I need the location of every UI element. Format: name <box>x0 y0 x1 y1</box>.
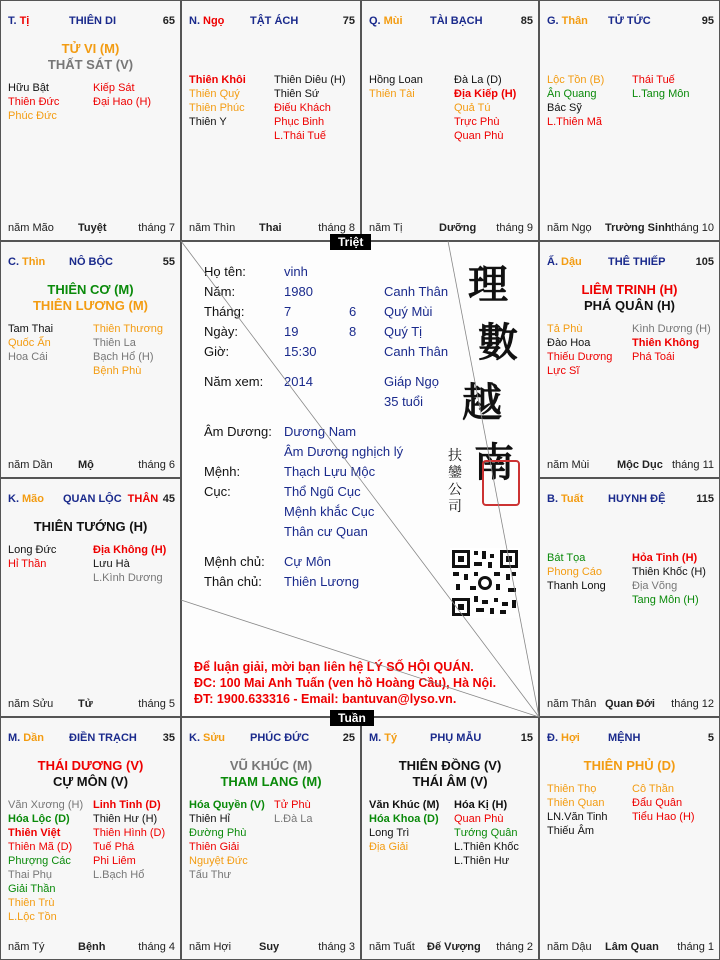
minor-star: Thiên La <box>93 337 136 349</box>
star-column-right <box>274 798 313 826</box>
palace-month: tháng 8 <box>318 222 355 234</box>
minor-star: Thái Tuế <box>632 74 675 86</box>
palace-footer <box>8 220 175 234</box>
minor-star: Hoa Cái <box>8 351 48 363</box>
palace-footer <box>189 220 355 234</box>
palace-ty2 <box>361 717 539 960</box>
minor-star: Lực Sĩ <box>547 365 580 377</box>
amduong-label: Âm Dương: <box>204 424 272 439</box>
palace-can: Ấ. <box>547 256 558 268</box>
palace-footer <box>189 939 355 953</box>
year-canchi: Canh Thân <box>384 284 449 299</box>
minor-star: Lưu Hà <box>93 558 130 570</box>
minor-star: Đà La (D) <box>454 74 502 86</box>
palace-header-canchi <box>189 732 225 744</box>
star-column-right <box>274 73 346 143</box>
minor-star: Đường Phù <box>189 827 247 839</box>
palace-month: tháng 6 <box>138 459 175 471</box>
menh-label: Mệnh: <box>204 464 241 479</box>
palace-chi: Tuất <box>561 493 584 505</box>
palace-header-canchi <box>547 256 582 268</box>
minor-star: Hồng Loan <box>369 74 423 86</box>
palace-footer <box>547 220 714 234</box>
palace-name: PHỤ MẪU <box>430 732 482 744</box>
palace-footer <box>8 939 175 953</box>
minor-star: Phi Liêm <box>93 855 136 867</box>
month-solar: 7 <box>284 304 292 319</box>
palace-major-period: 105 <box>695 256 714 268</box>
than-position: Thân cư Quan <box>284 524 368 539</box>
palace-year: năm Mùi <box>547 459 590 471</box>
star-column-right <box>93 81 151 109</box>
palace-major-period: 85 <box>520 15 533 27</box>
cuc-relation: Mệnh khắc Cục <box>284 504 375 519</box>
palace-major-period: 25 <box>342 732 355 744</box>
minor-star: Thiên Y <box>189 116 227 128</box>
palace-chi: Tị <box>19 15 30 27</box>
palace-footer <box>8 696 175 710</box>
palace-mui <box>361 0 539 241</box>
minor-star: Phá Toái <box>632 351 675 363</box>
star-column-right <box>93 322 163 378</box>
minor-star: L.Thiên Hư <box>454 855 510 867</box>
palace-year: năm Dần <box>8 459 53 471</box>
tuan-marker: Tuần <box>330 710 374 726</box>
minor-star: Hữu Bật <box>8 82 49 94</box>
trang-sinh-phase: Mộ <box>78 459 94 471</box>
minor-star: Phong Cáo <box>547 566 603 578</box>
minor-star: L.Đà La <box>274 813 313 825</box>
palace-footer <box>547 457 714 471</box>
palace-can: B. <box>547 493 558 505</box>
palace-year: năm Hợi <box>189 941 232 953</box>
star-column-left <box>189 798 265 882</box>
main-star: THÁI ÂM (V) <box>412 774 488 789</box>
minor-star: Địa Không (H) <box>93 544 167 556</box>
main-star: LIÊM TRINH (H) <box>581 282 678 297</box>
minor-star: Phượng Các <box>8 855 71 867</box>
name-row: Họ tên: <box>204 264 246 279</box>
minor-star: L.Tang Môn <box>632 88 690 100</box>
palace-footer <box>547 696 714 710</box>
palace-major-period: 15 <box>520 732 533 744</box>
trang-sinh-phase: Mộc Dục <box>617 459 663 471</box>
palace-month: tháng 10 <box>671 222 714 234</box>
minor-star: Văn Xương (H) <box>8 799 84 811</box>
palace-month: tháng 3 <box>318 941 355 953</box>
palace-footer <box>369 939 533 953</box>
minor-star: Kiếp Sát <box>93 82 135 94</box>
minor-star: L.Thiên Khốc <box>454 841 519 853</box>
minor-star: Kình Dương (H) <box>632 323 711 335</box>
palace-header-canchi <box>369 732 397 744</box>
star-column-right <box>93 798 165 882</box>
minor-star: Hỏa Tinh (H) <box>632 552 698 564</box>
trang-sinh-phase: Đế Vượng <box>427 941 481 953</box>
main-star: THIÊN ĐỒNG (V) <box>398 758 502 773</box>
star-column-left <box>369 798 439 854</box>
view-year-label: Năm xem: <box>204 374 264 389</box>
day-label: Ngày: <box>204 324 238 339</box>
contact-line-2: ĐC: 100 Mai Anh Tuấn (ven hồ Hoàng Cầu), Hà Nội. <box>194 676 497 690</box>
amduong-value: Dương Nam <box>284 424 357 439</box>
day-solar: 19 <box>284 324 299 339</box>
minor-star: Bác Sỹ <box>547 102 582 114</box>
palace-year: năm Sửu <box>8 698 54 710</box>
palace-can: N. <box>189 15 200 27</box>
contact-line-1: Để luận giải, mời bạn liên hệ LÝ SỐ HỘI QUÁN. <box>194 660 474 674</box>
palace-footer <box>369 220 533 234</box>
palace-name: ĐIỀN TRẠCH <box>69 732 137 744</box>
minor-star: Hỉ Thần <box>8 558 47 570</box>
minor-star: Thiên Khôi <box>189 74 246 86</box>
star-column-right <box>454 73 516 143</box>
star-column-right <box>632 551 706 607</box>
view-year-value: 2014 <box>284 374 313 389</box>
main-star: PHÁ QUÂN (H) <box>584 298 675 313</box>
palace-header-canchi <box>8 493 44 505</box>
chart-center-info <box>181 241 539 717</box>
cuc-value: Thổ Ngũ Cục <box>284 484 361 499</box>
star-column-left <box>8 322 53 364</box>
minor-star: L.Bạch Hổ <box>93 869 145 881</box>
palace-header-canchi <box>547 15 588 27</box>
minor-star: Bệnh Phù <box>93 365 142 377</box>
minor-star: Lộc Tồn (B) <box>547 74 605 86</box>
palace-header-canchi <box>8 256 45 268</box>
minor-star: Tam Thai <box>8 323 54 335</box>
palace-chi: Hợi <box>561 732 580 744</box>
minor-star: Đào Hoa <box>547 337 591 349</box>
palace-ty <box>0 0 181 241</box>
palace-header-canchi <box>547 493 583 505</box>
hour-value: 15:30 <box>284 344 317 359</box>
minor-star: Điếu Khách <box>274 102 331 114</box>
thanchu-label: Thân chủ: <box>204 574 262 589</box>
minor-star: Thiên Giải <box>189 841 240 853</box>
minor-star: LN.Văn Tinh <box>547 811 608 823</box>
palace-suu <box>181 717 361 960</box>
palace-name: THÊ THIẾP <box>608 256 666 268</box>
palace-month: tháng 9 <box>496 222 533 234</box>
minor-star: L.Lộc Tồn <box>8 911 57 923</box>
trang-sinh-phase: Bệnh <box>78 941 106 953</box>
name-value: vinh <box>284 264 308 279</box>
palace-chi: Ngọ <box>203 15 225 27</box>
minor-star: Địa Kiếp (H) <box>454 88 517 100</box>
palace-major-period: 35 <box>162 732 175 744</box>
palace-chi: Thìn <box>22 256 46 268</box>
palace-name: QUAN LỘC <box>63 493 122 505</box>
palace-major-period: 75 <box>342 15 355 27</box>
minor-star: Tướng Quân <box>454 827 518 839</box>
palace-year: năm Tuất <box>369 941 415 953</box>
trang-sinh-phase: Tuyệt <box>78 222 107 234</box>
minor-star: Thiên Khốc (H) <box>632 566 706 578</box>
month-canchi: Quý Mùi <box>384 304 433 319</box>
palace-month: tháng 5 <box>138 698 175 710</box>
amduong-note: Âm Dương nghịch lý <box>284 444 404 459</box>
star-column-left <box>8 81 59 123</box>
star-column-right <box>632 782 695 824</box>
palace-major-period: 55 <box>162 256 175 268</box>
palace-can: C. <box>8 256 19 268</box>
minor-star: Long Trì <box>369 827 410 839</box>
palace-month: tháng 2 <box>496 941 533 953</box>
star-column-left <box>8 798 83 924</box>
palace-chi: Sửu <box>203 732 226 744</box>
minor-star: Quan Phù <box>454 130 504 142</box>
palace-chi: Dần <box>23 732 45 744</box>
minor-star: Long Đức <box>8 544 57 556</box>
star-column-left <box>8 543 56 571</box>
trang-sinh-phase: Thai <box>259 222 282 234</box>
contact-line-3: ĐT: 1900.633316 - Email: bantuvan@lyso.vn. <box>194 692 457 706</box>
palace-major-period: 95 <box>701 15 714 27</box>
minor-star: Quốc Ấn <box>8 337 51 349</box>
minor-star: L.Thiên Mã <box>547 116 603 128</box>
palace-thin <box>0 241 181 478</box>
trang-sinh-phase: Trường Sinh <box>605 222 672 234</box>
palace-year: năm Mão <box>8 222 54 234</box>
minor-star: Hóa Lộc (D) <box>8 813 70 825</box>
trang-sinh-phase: Tử <box>78 698 93 710</box>
main-star: TỬ VI (M) <box>61 41 120 56</box>
minor-star: Quan Phù <box>454 813 504 825</box>
minor-star: Địa Võng <box>632 580 678 592</box>
minor-star: Tang Môn (H) <box>632 594 699 606</box>
minor-star: Thiên Phúc <box>189 102 245 114</box>
palace-year: năm Ngọ <box>547 222 592 234</box>
main-star: CỰ MÔN (V) <box>52 774 129 789</box>
palace-month: tháng 12 <box>671 698 714 710</box>
palace-name: TÀI BẠCH <box>430 15 483 27</box>
minor-star: Thiên Mã (D) <box>8 841 73 853</box>
palace-name: NÔ BỘC <box>69 256 113 268</box>
minor-star: Trực Phù <box>454 116 500 128</box>
minor-star: Văn Khúc (M) <box>369 799 440 811</box>
palace-name: THIÊN DI <box>69 15 117 27</box>
minor-star: Thiên Hình (D) <box>93 827 166 839</box>
thanchu-value: Thiên Lương <box>284 574 360 589</box>
palace-month: tháng 11 <box>671 459 714 471</box>
palace-tuat <box>539 478 720 717</box>
trang-sinh-phase: Quan Đới <box>605 698 655 710</box>
palace-dau <box>539 241 720 478</box>
palace-header-canchi <box>8 732 44 744</box>
calligraphy-char-1: 理 <box>468 261 508 308</box>
palace-year: năm Dậu <box>547 941 592 953</box>
palace-can: T. <box>8 15 17 27</box>
minor-star: Tử Phù <box>274 799 311 811</box>
palace-name: MỆNH <box>608 732 641 744</box>
palace-name: HUYNH ĐỆ <box>608 493 666 505</box>
main-star: THIÊN CƠ (M) <box>47 282 134 297</box>
main-star: THẤT SÁT (V) <box>47 57 134 72</box>
minor-star: L.Kình Dương <box>93 572 163 584</box>
trang-sinh-phase: Lâm Quan <box>605 941 659 953</box>
star-column-right <box>454 798 519 868</box>
menh-value: Thạch Lựu Mộc <box>284 464 376 479</box>
red-seal-stamp <box>482 460 520 506</box>
minor-star: Tiểu Hao (H) <box>632 811 695 823</box>
calligraphy-char-2: 數 <box>478 319 518 366</box>
palace-footer <box>547 939 714 953</box>
palace-can: M. <box>8 732 21 744</box>
minor-star: Đẩu Quân <box>632 797 683 809</box>
main-star: THIÊN TƯỚNG (H) <box>33 519 148 534</box>
star-column-left <box>547 322 612 378</box>
palace-can: K. <box>189 732 200 744</box>
menhchu-label: Mệnh chủ: <box>204 554 265 569</box>
main-star: THIÊN LƯƠNG (M) <box>32 298 149 313</box>
minor-star: Thiên Thương <box>93 323 164 335</box>
minor-star: Nguyệt Đức <box>189 855 248 867</box>
palace-header-canchi <box>8 15 29 27</box>
palace-can: K. <box>8 493 19 505</box>
palace-major-period: 5 <box>707 732 714 744</box>
minor-star: L.Thái Tuế <box>274 130 326 142</box>
star-column-left <box>189 73 246 129</box>
palace-chi: Thân <box>561 15 588 27</box>
star-column-right <box>632 322 711 364</box>
palace-header-canchi <box>189 15 224 27</box>
minor-star: Tả Phù <box>547 323 583 335</box>
minor-star: Thai Phụ <box>8 869 53 881</box>
minor-star: Thiên Việt <box>8 827 61 839</box>
trang-sinh-phase: Dưỡng <box>439 222 477 234</box>
minor-star: Thiên Hỉ <box>189 813 230 825</box>
minor-star: Thiên Sứ <box>274 88 320 100</box>
minor-star: Thiếu Âm <box>547 825 595 837</box>
palace-name: TỬ TỨC <box>608 15 651 27</box>
star-column-right <box>93 543 166 585</box>
minor-star: Thiên Trù <box>8 897 55 909</box>
month-lunar: 6 <box>349 304 357 319</box>
palace-month: tháng 7 <box>138 222 175 234</box>
palace-header-canchi <box>547 732 580 744</box>
palace-month: tháng 4 <box>138 941 175 953</box>
palace-major-period: 45 <box>162 493 175 505</box>
than-marker: THÂN <box>127 493 159 505</box>
minor-star: Tấu Thư <box>189 869 232 881</box>
minor-star: Thiên Đức <box>8 96 60 108</box>
minor-star: Ân Quang <box>547 88 597 100</box>
palace-can: G. <box>547 15 559 27</box>
minor-star: Phúc Đức <box>8 110 57 122</box>
minor-star: Tuế Phá <box>93 841 135 853</box>
palace-name-row <box>63 493 158 505</box>
day-canchi: Quý Tị <box>384 324 423 339</box>
palace-chi: Mùi <box>383 15 403 27</box>
minor-star: Thiên Hư (H) <box>93 813 158 825</box>
palace-month: tháng 1 <box>677 941 714 953</box>
palace-major-period: 115 <box>696 493 714 505</box>
calligraphy-char-3: 越 <box>462 379 502 426</box>
star-column-left <box>547 782 608 838</box>
qr-code-icon <box>450 548 520 618</box>
minor-star: Phục Binh <box>274 116 325 128</box>
minor-star: Bát Tọa <box>547 552 586 564</box>
hour-label: Giờ: <box>204 344 230 359</box>
year-value: 1980 <box>284 284 313 299</box>
palace-year: năm Tị <box>369 222 403 234</box>
palace-year: năm Thìn <box>189 222 236 234</box>
minor-star: Hóa Khoa (D) <box>369 813 439 825</box>
palace-major-period: 65 <box>162 15 175 27</box>
seal-text: 扶 鑾 公 司 <box>448 448 462 515</box>
palace-mao <box>0 478 181 717</box>
age-value: 35 tuổi <box>384 394 424 409</box>
minor-star: Linh Tinh (D) <box>93 799 161 811</box>
cuc-label: Cục: <box>204 484 231 499</box>
triet-marker: Triệt <box>330 234 371 250</box>
minor-star: Hóa Kị (H) <box>454 799 508 811</box>
minor-star: Quả Tú <box>454 102 491 114</box>
minor-star: Thanh Long <box>547 580 606 592</box>
month-label: Tháng: <box>204 304 245 319</box>
minor-star: Thiên Thọ <box>547 783 597 795</box>
palace-header-canchi <box>369 15 403 27</box>
palace-name: PHÚC ĐỨC <box>250 732 310 744</box>
minor-star: Đại Hao (H) <box>93 96 152 108</box>
day-lunar: 8 <box>349 324 357 339</box>
palace-dan <box>0 717 181 960</box>
year-label: Năm: <box>204 284 236 299</box>
palace-than <box>539 0 720 241</box>
minor-star: Thiên Quý <box>189 88 240 100</box>
minor-star: Thiên Tài <box>369 88 415 100</box>
palace-chi: Tý <box>384 732 398 744</box>
main-star: THIÊN PHỦ (D) <box>583 758 676 773</box>
minor-star: Thiên Không <box>632 337 700 349</box>
palace-chi: Mão <box>22 493 44 505</box>
main-star: THÁI DƯƠNG (V) <box>37 758 144 773</box>
minor-star: Bạch Hổ (H) <box>93 351 154 363</box>
calligraphy-char-4: 南 <box>474 439 514 486</box>
palace-chi: Dậu <box>561 256 582 268</box>
minor-star: Cô Thần <box>632 783 674 795</box>
palace-can: Q. <box>369 15 381 27</box>
star-column-right <box>632 73 689 101</box>
palace-hoi <box>539 717 720 960</box>
minor-star: Thiếu Dương <box>547 351 613 363</box>
minor-star: Thiên Diêu (H) <box>274 74 346 86</box>
minor-star: Địa Giải <box>369 841 409 853</box>
star-column-left <box>369 73 423 101</box>
view-year-canchi: Giáp Ngọ <box>384 374 439 389</box>
hour-canchi: Canh Thân <box>384 344 449 359</box>
trang-sinh-phase: Suy <box>259 941 280 953</box>
star-column-left <box>547 73 604 129</box>
minor-star: Thiên Quan <box>547 797 605 809</box>
minor-star: Giải Thần <box>8 883 56 895</box>
star-column-left <box>547 551 606 593</box>
minor-star: Hóa Quyền (V) <box>189 799 265 811</box>
palace-year: năm Thân <box>547 698 597 710</box>
main-star: THAM LANG (M) <box>220 774 322 789</box>
palace-can: M. <box>369 732 382 744</box>
main-star: VŨ KHÚC (M) <box>229 758 313 773</box>
palace-footer <box>8 457 175 471</box>
palace-year: năm Tý <box>8 941 45 953</box>
palace-can: Đ. <box>547 732 558 744</box>
menhchu-value: Cự Môn <box>284 554 331 569</box>
palace-name: TẬT ÁCH <box>250 15 299 27</box>
palace-ngo <box>181 0 361 241</box>
